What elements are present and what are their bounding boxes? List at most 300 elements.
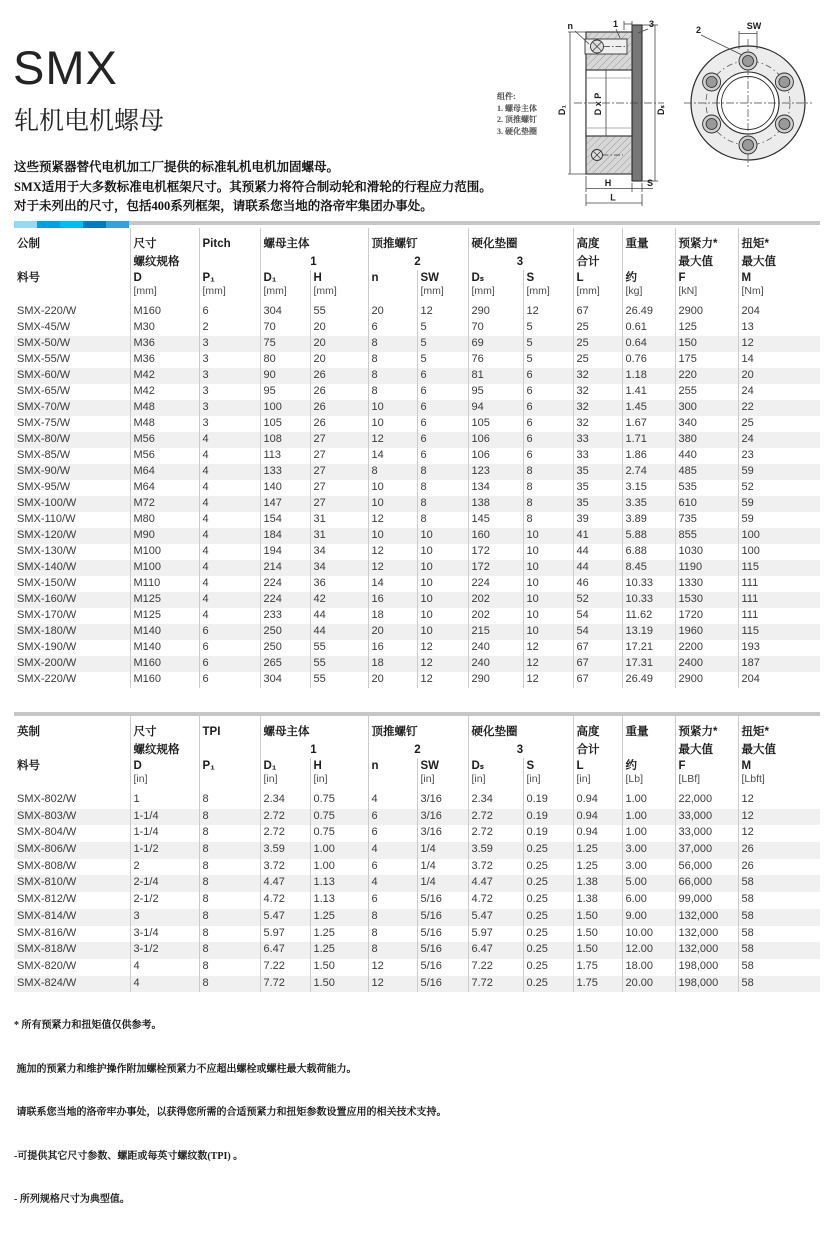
table-cell: 6 — [199, 672, 260, 688]
table-row — [14, 352, 820, 368]
dim-label-dxp: D x P — [593, 92, 603, 116]
table-cell: 10 — [417, 528, 468, 544]
dim-label-ds: Dₛ — [656, 105, 666, 115]
table-cell: 1.00 — [310, 859, 368, 876]
table-cell: 0.94 — [573, 809, 622, 826]
table-cell: 26 — [310, 416, 368, 432]
table-cell: 5 — [417, 336, 468, 352]
accent-bar-segment — [37, 221, 60, 228]
table-cell: 10 — [417, 624, 468, 640]
table-cell: 44 — [310, 608, 368, 624]
table-cell: 265 — [260, 656, 310, 672]
table-cell: 1.18 — [622, 368, 675, 384]
part-number-1: 1 — [260, 739, 368, 758]
table-row — [14, 942, 820, 959]
table-cell: 4 — [199, 528, 260, 544]
table-cell: 204 — [738, 304, 820, 320]
table-cell: 20 — [368, 624, 417, 640]
col-header-part-no: 料号 — [17, 760, 40, 772]
col-header-M: M [Nm] — [738, 270, 820, 304]
table-row — [14, 368, 820, 384]
table-cell: 10 — [368, 416, 417, 432]
table-cell: 1.50 — [573, 909, 622, 926]
table-cell: 6 — [368, 859, 417, 876]
table-cell: 10 — [523, 560, 573, 576]
table-cell: SMX-140/W — [17, 561, 77, 573]
table-cell: 26 — [738, 859, 820, 876]
table-cell: 4 — [368, 875, 417, 892]
table-cell: 1.38 — [573, 875, 622, 892]
table-cell: 290 — [468, 304, 523, 320]
table-cell: 154 — [260, 512, 310, 528]
part-number-3: 3 — [468, 251, 573, 270]
table-cell: 1-1/2 — [130, 842, 199, 859]
table-cell: 4.47 — [468, 875, 523, 892]
table-cell: 105 — [260, 416, 310, 432]
table-cell: 4 — [130, 976, 199, 993]
table-cell: 1.13 — [310, 892, 368, 909]
table-cell: 59 — [738, 496, 820, 512]
col-header-Ds: Dₛ [in] — [468, 758, 523, 792]
part-number-1: 1 — [260, 251, 368, 270]
table-cell: 6.88 — [622, 544, 675, 560]
table-cell: 1.75 — [573, 959, 622, 976]
cross-section-view — [557, 19, 666, 206]
table-cell: 9.00 — [622, 909, 675, 926]
col-subheader-thread-spec: 螺纹规格 — [130, 739, 199, 758]
table-cell: 108 — [260, 432, 310, 448]
table-cell: 1-1/4 — [130, 825, 199, 842]
table-cell: 0.94 — [573, 825, 622, 842]
table-cell: 111 — [738, 592, 820, 608]
table-cell: 0.25 — [523, 926, 573, 943]
table-cell: 5/16 — [417, 959, 468, 976]
table-cell: 3-1/4 — [130, 926, 199, 943]
table-cell: 8 — [199, 792, 260, 809]
table-cell: 12 — [368, 544, 417, 560]
table-cell: 0.25 — [523, 875, 573, 892]
table-cell: 22 — [738, 400, 820, 416]
metric-table-body — [14, 304, 820, 688]
header-row-symbols — [14, 758, 820, 792]
table-cell: M125 — [130, 592, 199, 608]
table-cell: 27 — [310, 432, 368, 448]
table-cell: 8 — [523, 480, 573, 496]
table-row — [14, 859, 820, 876]
header-row-groups — [14, 716, 820, 739]
table-cell: 17.21 — [622, 640, 675, 656]
table-cell: SMX-60/W — [17, 369, 71, 381]
footnotes — [14, 990, 447, 1237]
table-cell: 3 — [199, 384, 260, 400]
table-cell: 95 — [260, 384, 310, 400]
table-cell: 20.00 — [622, 976, 675, 993]
table-cell: 2200 — [675, 640, 738, 656]
table-cell: 172 — [468, 560, 523, 576]
table-cell: SMX-110/W — [17, 513, 76, 525]
col-header-Ds: Dₛ [mm] — [468, 270, 523, 304]
table-cell: 1.00 — [622, 825, 675, 842]
table-cell: 5.47 — [260, 909, 310, 926]
table-cell: 8 — [199, 909, 260, 926]
header-row-symbols — [14, 270, 820, 304]
table-cell: 4 — [199, 608, 260, 624]
table-cell: SMX-803/W — [17, 809, 77, 822]
table-cell: 115 — [738, 560, 820, 576]
table-cell: 3 — [130, 909, 199, 926]
table-cell: 172 — [468, 544, 523, 560]
table-cell: 2900 — [675, 304, 738, 320]
table-cell: M72 — [130, 496, 199, 512]
table-cell: SMX-818/W — [17, 943, 77, 956]
table-cell: 3/16 — [417, 792, 468, 809]
table-cell: 8 — [368, 384, 417, 400]
table-cell: 8 — [417, 512, 468, 528]
table-cell: M160 — [130, 304, 199, 320]
table-cell: 1.50 — [310, 959, 368, 976]
table-cell: 20 — [368, 672, 417, 688]
table-cell: 23 — [738, 448, 820, 464]
col-header-F: F [LBf] — [675, 758, 738, 792]
table-cell: 26.49 — [622, 304, 675, 320]
col-header-F: F [kN] — [675, 270, 738, 304]
table-cell: 8 — [417, 480, 468, 496]
table-cell: 8 — [368, 942, 417, 959]
table-cell: 10 — [368, 528, 417, 544]
table-cell: 4 — [199, 464, 260, 480]
header-spacer — [199, 739, 260, 758]
table-cell: SMX-50/W — [17, 337, 71, 349]
table-cell: 1.25 — [573, 842, 622, 859]
table-cell: 10.00 — [622, 926, 675, 943]
col-header-tpi: TPI — [199, 716, 260, 739]
table-cell: 18 — [368, 608, 417, 624]
table-row — [14, 892, 820, 909]
table-cell: 95 — [468, 384, 523, 400]
col-header-n: n — [368, 270, 417, 304]
table-cell: 123 — [468, 464, 523, 480]
table-cell: 10 — [523, 544, 573, 560]
table-cell: 0.64 — [622, 336, 675, 352]
table-cell: 113 — [260, 448, 310, 464]
table-cell: 5.00 — [622, 875, 675, 892]
table-row — [14, 512, 820, 528]
table-cell: 215 — [468, 624, 523, 640]
col-subheader-max: 最大值 — [675, 251, 738, 270]
table-cell: 0.76 — [622, 352, 675, 368]
col-header-H: H [in] — [310, 758, 368, 792]
table-cell: 1530 — [675, 592, 738, 608]
table-cell: 7.22 — [468, 959, 523, 976]
table-cell: 10 — [523, 608, 573, 624]
table-cell: 8 — [523, 496, 573, 512]
footnote-line: - 所列规格尺寸为典型值。 — [14, 1194, 130, 1205]
imperial-table-body — [14, 792, 820, 992]
table-cell: 12 — [417, 640, 468, 656]
col-subheader-total: 合计 — [573, 251, 622, 270]
table-cell: 4 — [199, 512, 260, 528]
footnote-line: -可提供其它尺寸参数、螺距或每英寸螺纹数(TPI) 。 — [14, 1150, 244, 1162]
table-cell: 2-1/2 — [130, 892, 199, 909]
accent-bar-segment — [60, 221, 83, 228]
table-cell: 5.97 — [468, 926, 523, 943]
table-cell: 1190 — [675, 560, 738, 576]
table-cell: 111 — [738, 608, 820, 624]
table-cell: 55 — [310, 640, 368, 656]
table-row — [14, 496, 820, 512]
table-cell: 0.61 — [622, 320, 675, 336]
table-cell: 26 — [310, 384, 368, 400]
table-cell: 54 — [573, 624, 622, 640]
table-cell: 8 — [199, 825, 260, 842]
col-header-nut-body: 螺母主体 — [260, 228, 368, 251]
table-cell: 14 — [368, 576, 417, 592]
table-cell: 44 — [573, 560, 622, 576]
table-cell: M48 — [130, 400, 199, 416]
table-cell: 5 — [523, 352, 573, 368]
col-header-preload: 预紧力* — [675, 228, 738, 251]
table-cell: 55 — [310, 672, 368, 688]
table-cell: 10 — [417, 560, 468, 576]
table-cell: 132,000 — [675, 926, 738, 943]
table-cell: 58 — [738, 942, 820, 959]
table-cell: 8 — [368, 464, 417, 480]
table-row — [14, 592, 820, 608]
col-header-washer: 硬化垫圈 — [468, 716, 573, 739]
dim-label-h: H — [604, 178, 612, 188]
table-row — [14, 384, 820, 400]
table-cell: 224 — [468, 576, 523, 592]
table-cell: 58 — [738, 959, 820, 976]
table-row — [14, 792, 820, 809]
product-description — [14, 158, 492, 217]
table-cell: 8.45 — [622, 560, 675, 576]
table-cell: 1.71 — [622, 432, 675, 448]
table-cell: SMX-820/W — [17, 959, 77, 972]
table-cell: 8 — [417, 464, 468, 480]
table-cell: 8 — [199, 809, 260, 826]
table-cell: 3/16 — [417, 809, 468, 826]
table-cell: 12.00 — [622, 942, 675, 959]
table-row — [14, 959, 820, 976]
table-cell: 33 — [573, 448, 622, 464]
table-cell: 58 — [738, 909, 820, 926]
table-cell: 20 — [310, 320, 368, 336]
col-header-SW: SW [in] — [417, 758, 468, 792]
col-header-L: L [mm] — [573, 270, 622, 304]
part-number-2: 2 — [368, 251, 468, 270]
table-cell: 12 — [417, 672, 468, 688]
table-cell: 44 — [310, 624, 368, 640]
table-cell: 147 — [260, 496, 310, 512]
table-cell: SMX-120/W — [17, 529, 77, 541]
table-cell: 13.19 — [622, 624, 675, 640]
table-cell: 4 — [368, 792, 417, 809]
table-row — [14, 624, 820, 640]
table-cell: 5 — [523, 320, 573, 336]
table-cell: SMX-220/W — [17, 305, 77, 317]
table-cell: 8 — [199, 926, 260, 943]
col-header-jack-screw: 顶推螺钉 — [368, 716, 468, 739]
table-cell: 25 — [573, 352, 622, 368]
col-header-D1: D₁ [in] — [260, 758, 310, 792]
table-cell: 10 — [417, 544, 468, 560]
part-number-2: 2 — [368, 739, 468, 758]
table-cell: 7.72 — [468, 976, 523, 993]
table-cell: 24 — [738, 432, 820, 448]
table-cell: 4.72 — [260, 892, 310, 909]
table-cell: M42 — [130, 368, 199, 384]
table-cell: 202 — [468, 608, 523, 624]
col-subheader-max: 最大值 — [675, 739, 738, 758]
table-cell: 175 — [675, 352, 738, 368]
table-cell: 7.22 — [260, 959, 310, 976]
col-header-L: L [in] — [573, 758, 622, 792]
table-cell: 36 — [310, 576, 368, 592]
metric-accent-bar — [14, 221, 820, 228]
table-cell: 10 — [417, 592, 468, 608]
table-cell: 198,000 — [675, 976, 738, 993]
table-row — [14, 640, 820, 656]
table-cell: 3.59 — [468, 842, 523, 859]
table-cell: 4.47 — [260, 875, 310, 892]
table-cell: SMX-802/W — [17, 793, 77, 805]
table-cell: SMX-808/W — [17, 859, 77, 872]
table-cell: 184 — [260, 528, 310, 544]
table-cell: 17.31 — [622, 656, 675, 672]
table-cell: M140 — [130, 624, 199, 640]
table-cell: 10 — [523, 576, 573, 592]
table-cell: 204 — [738, 672, 820, 688]
table-cell: 193 — [738, 640, 820, 656]
table-cell: 80 — [260, 352, 310, 368]
table-row — [14, 809, 820, 826]
table-cell: 2.74 — [622, 464, 675, 480]
footnote-line: 施加的预紧力和维护操作附加螺栓预紧力不应超出螺栓或螺柱最大载荷能力。 — [14, 1063, 357, 1075]
table-cell: 1/4 — [417, 875, 468, 892]
table-cell: SMX-80/W — [17, 433, 71, 445]
callout-1: 1 — [613, 19, 619, 29]
table-cell: 12 — [417, 304, 468, 320]
col-header-D: D [in] — [130, 758, 199, 792]
col-header-system: 公制 — [17, 238, 40, 250]
table-cell: 8 — [199, 859, 260, 876]
table-cell: 1-1/4 — [130, 809, 199, 826]
table-row — [14, 656, 820, 672]
table-cell: M100 — [130, 544, 199, 560]
col-header-P1: P₁ [mm] — [199, 270, 260, 304]
table-cell: 0.25 — [523, 909, 573, 926]
table-cell: M56 — [130, 432, 199, 448]
table-cell: 1 — [130, 792, 199, 809]
table-cell: SMX-45/W — [17, 321, 71, 333]
table-cell: 8 — [199, 842, 260, 859]
table-cell: 16 — [368, 592, 417, 608]
header-row-sub — [14, 251, 820, 270]
table-cell: 3 — [199, 352, 260, 368]
table-cell: 3.89 — [622, 512, 675, 528]
table-cell: 6 — [417, 368, 468, 384]
table-cell: 4 — [199, 448, 260, 464]
footnote-line: 请联系您当地的洛帝牢办事处，以获得您所需的合适预紧力和扭矩参数设置应用的相关技术支持。 — [14, 1107, 447, 1118]
table-cell: 8 — [368, 336, 417, 352]
table-cell: 0.75 — [310, 792, 368, 809]
table-cell: SMX-812/W — [17, 893, 77, 906]
col-header-D: D [mm] — [130, 270, 199, 304]
table-cell: SMX-90/W — [17, 465, 71, 477]
table-cell: 2-1/4 — [130, 875, 199, 892]
table-cell: 1.86 — [622, 448, 675, 464]
table-cell: M56 — [130, 448, 199, 464]
table-top-bar-gray — [14, 712, 820, 716]
table-cell: 160 — [468, 528, 523, 544]
table-cell: 70 — [260, 320, 310, 336]
callout-2: 2 — [696, 25, 702, 35]
col-subheader-max: 最大值 — [738, 251, 820, 270]
table-cell: 5/16 — [417, 942, 468, 959]
table-cell: 202 — [468, 592, 523, 608]
table-cell: 6 — [523, 448, 573, 464]
table-cell: 54 — [573, 608, 622, 624]
table-cell: 5 — [523, 336, 573, 352]
table-cell: 300 — [675, 400, 738, 416]
dim-label-d1: D₁ — [557, 104, 567, 116]
table-cell: 52 — [573, 592, 622, 608]
table-cell: 1720 — [675, 608, 738, 624]
table-cell: 32 — [573, 416, 622, 432]
table-cell: 1.67 — [622, 416, 675, 432]
table-cell: SMX-130/W — [17, 545, 77, 557]
table-cell: 26 — [310, 400, 368, 416]
table-cell: 14 — [368, 448, 417, 464]
callout-3: 3 — [649, 19, 655, 29]
table-cell: 1/4 — [417, 842, 468, 859]
table-cell: 26 — [738, 842, 820, 859]
table-cell: 220 — [675, 368, 738, 384]
table-cell: M160 — [130, 672, 199, 688]
col-header-weight-approx: 约 [kg] — [622, 270, 675, 304]
table-cell: 59 — [738, 512, 820, 528]
table-cell: 3/16 — [417, 825, 468, 842]
metric-section — [14, 221, 820, 688]
table-cell: 94 — [468, 400, 523, 416]
table-cell: 6 — [368, 825, 417, 842]
table-row — [14, 400, 820, 416]
table-cell: SMX-160/W — [17, 593, 77, 605]
table-cell: 290 — [468, 672, 523, 688]
table-cell: 8 — [368, 909, 417, 926]
table-cell: 1.45 — [622, 400, 675, 416]
metric-spec-table — [14, 228, 820, 688]
table-cell: 12 — [523, 304, 573, 320]
table-cell: 12 — [738, 336, 820, 352]
imperial-top-bar — [14, 712, 820, 716]
table-cell: SMX-65/W — [17, 385, 71, 397]
table-cell: 1.13 — [310, 875, 368, 892]
table-cell: 6 — [417, 400, 468, 416]
table-cell: 610 — [675, 496, 738, 512]
header-row-groups — [14, 228, 820, 251]
table-cell: 100 — [738, 528, 820, 544]
table-cell: SMX-810/W — [17, 876, 77, 889]
table-cell: 132,000 — [675, 909, 738, 926]
table-cell: 33,000 — [675, 825, 738, 842]
table-cell: 81 — [468, 368, 523, 384]
table-cell: 8 — [199, 892, 260, 909]
col-header-size: 尺寸 — [130, 716, 199, 739]
table-cell: SMX-200/W — [17, 657, 77, 669]
table-cell: 138 — [468, 496, 523, 512]
